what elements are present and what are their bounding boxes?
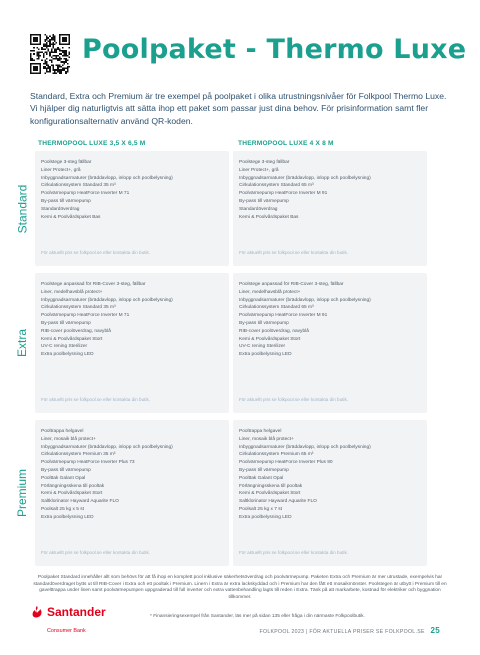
list-item: Extra poolbelysning LED [239, 514, 292, 520]
list-item: Poolvärmepump HeatForce Inverter Plus 73 [41, 460, 135, 466]
list-item: Liner Protect+, grå [239, 167, 279, 173]
list-item: By-pass till värmepump [239, 198, 289, 204]
list-item: Inbyggnadsarmaturer (bräddavlopp, inlopp och poolbelysning) [41, 297, 173, 303]
sponsor-sub: Consumer Bank [47, 628, 86, 634]
list-item: Liner, medelhavsblå protect+ [239, 289, 301, 295]
list-item: Cirkulationssystem Standard 65 m³ [239, 305, 314, 311]
package-card-premium-small [35, 420, 229, 566]
list-item: Cirkulationssystem Standard 35 m³ [41, 305, 116, 311]
list-item: Pooltrappa helgavel [41, 429, 84, 434]
list-item: Standardöverdrag [41, 206, 80, 212]
package-card-premium-large [233, 420, 427, 566]
list-item: By-pass till värmepump [239, 320, 289, 326]
list-item: Poolvärmepump HeatForce Inverter M 71 [41, 191, 130, 197]
list-item: Poolvärmepump HeatForce Inverter Plus 90 [239, 460, 333, 466]
column-header-4x8: THERMOPOOL LUXE 4 X 8 M [238, 140, 334, 147]
list-item: Poolvärmepump HeatForce Inverter M 91 [239, 191, 328, 197]
list-item: Inbyggnadsarmaturer (bräddavlopp, inlopp och poolbelysning) [239, 297, 371, 303]
list-item: Extra poolbelysning LED [41, 352, 94, 358]
list-item: Kemi & Poolvårdspaket Bas [239, 214, 299, 220]
financing-note: * Finansieringsexempel från Santander, läs mer på sidan 135 eller fråga i din närmaste Folkpoolbutik. [150, 614, 365, 619]
list-item: Standardöverdrag [239, 206, 278, 212]
footer-text: FOLKPOOL 2023 | FÖR AKTUELLA PRISER SE FOLKPOOL.SE [259, 629, 425, 635]
list-item: Extra poolbelysning LED [239, 352, 292, 358]
list-item: Liner Protect+, grå [41, 167, 81, 173]
qr-code-icon[interactable] [30, 34, 70, 74]
package-card-extra-large [233, 273, 427, 413]
list-item: Förlängningsskena till pooltak [41, 483, 105, 489]
price-note: För aktuellt pris se folkpool.se eller kontakta din butik. [41, 250, 151, 256]
list-item: Pooltrappa helgavel [239, 429, 282, 434]
list-item: By-pass till värmepump [41, 320, 91, 326]
list-item: Cirkulationssystem Premium 65 m³ [239, 452, 314, 458]
page-footer [260, 626, 440, 635]
list-item: UV-C rening Sterilizer [41, 344, 88, 350]
page-title: Poolpaket - Thermo Luxe [82, 34, 467, 65]
price-note: För aktuellt pris se folkpool.se eller kontakta din butik. [239, 550, 349, 556]
list-item: Poolstege 3-steg fällbar [41, 160, 92, 165]
footnote: Poolpaket Standard innehåller allt som behövs för att få ihop en komplett pool inklusive säkerhetsöverdrag och poolvärmepump. Paketen Extra och Premium är mer utrustade, exempelvis har standardöverdraget bytts ut till RIB-Cover i Extra och ett pooltak i Premium. Linern i Extra är extra lackskyddad och i Premium har den fått ett mosaikmönster. Poolstegen är utbytt i Premium till en gavelttrappa under linen samt poolvärmepumpen uppgraderad till full inverter och extra vattenbehandling lagts till reden i Extra. Tänk på att markarbete, kostnad för elektriker och byggnation tillkommer. [33, 575, 447, 600]
list-item: Poolttak Galant Opal [239, 475, 284, 481]
list-item: By-pass till värmepump [41, 198, 91, 204]
list-item: Liner, medelhavsblå protect+ [41, 289, 103, 295]
list-item: Saltklorinator Hayward Aquarite FLO [41, 499, 119, 505]
list-item: UV-C rening Sterilizer [239, 344, 286, 350]
santander-logo [30, 605, 106, 619]
list-item: Extra poolbelysning LED [41, 514, 94, 520]
list-item: Poolsalt 25 kg x 5 st [41, 506, 84, 512]
list-item: Cirkulationssystem Standard 65 m³ [239, 183, 314, 189]
row-label-premium: Premium [15, 468, 30, 518]
page-number: 25 [430, 626, 440, 635]
list-item: Inbyggnadsarmaturer (bräddavlopp, inlopp och poolbelysning) [41, 444, 173, 450]
price-note: För aktuellt pris se folkpool.se eller kontakta din butik. [239, 397, 349, 403]
list-item: Kemi & Poolvårdspaket Bas [41, 214, 101, 220]
list-item: Kemi & Poolvårdspaket Stort [239, 491, 301, 497]
list-item: Poolvärmepump HeatForce Inverter M 91 [239, 313, 328, 319]
list-item: Cirkulationssystem Premium 35 m³ [41, 452, 116, 458]
list-item: Liner, mosaik blå protect+ [41, 436, 96, 442]
list-item: By-pass till värmepump [41, 467, 91, 473]
list-item: Cirkulationssystem Standard 35 m³ [41, 183, 116, 189]
list-item: Poolttak Galant Opal [41, 475, 86, 481]
package-card-standard-small [35, 151, 229, 266]
column-header-3-5x6-5: THERMOPOOL LUXE 3,5 X 6,5 M [38, 140, 146, 147]
intro-paragraph: Standard, Extra och Premium är tre exempel på poolpaket i olika utrustningsnivåer för Folkpool Thermo Luxe. Vi hjälper dig naturligtvis att sätta ihop ett paket som passar just dina behov. För prisinformation samt fler konfigurationsalternativ använd QR-koden. [30, 91, 447, 126]
list-item: Poolstege anpassad för RIB-Cover 3-steg, fällbar [239, 282, 344, 287]
price-note: För aktuellt pris se folkpool.se eller kontakta din butik. [41, 550, 151, 556]
list-item: Poolstege 3-steg fällbar [239, 160, 290, 165]
list-item: By-pass till värmepump [239, 467, 289, 473]
list-item: Kemi & Poolvårdspaket Stort [239, 336, 301, 342]
list-item: RIB-cover poolöverdrag, navyblå [41, 328, 111, 334]
list-item: RIB-cover poolöverdrag, navyblå [239, 328, 309, 334]
package-card-extra-small [35, 273, 229, 413]
price-note: För aktuellt pris se folkpool.se eller kontakta din butik. [41, 397, 151, 403]
price-note: För aktuellt pris se folkpool.se eller kontakta din butik. [239, 250, 349, 256]
list-item: Kemi & Poolvårdspaket Stort [41, 336, 103, 342]
list-item: Inbyggnadsarmaturer (bräddavlopp, inlopp och poolbelysning) [239, 175, 371, 181]
list-item: Liner, mosaik blå protect+ [239, 436, 294, 442]
list-item: Poolsalt 25 kg x 7 st [239, 506, 282, 512]
list-item: Saltklorinator Hayward Aquarite FLO [239, 499, 317, 505]
list-item: Kemi & Poolvårdspaket Stort [41, 491, 103, 497]
row-label-standard: Standard [15, 184, 30, 233]
list-item: Poolvärmepump HeatForce Inverter M 71 [41, 313, 130, 319]
santander-flame-icon [30, 605, 44, 619]
list-item: Inbyggnadsarmaturer (bräddavlopp, inlopp och poolbelysning) [239, 444, 371, 450]
list-item: Inbyggnadsarmaturer (bräddavlopp, inlopp och poolbelysning) [41, 175, 173, 181]
list-item: Förlängningsskena till pooltak [239, 483, 303, 489]
row-label-extra: Extra [15, 328, 30, 358]
sponsor-name: Santander [47, 605, 106, 619]
list-item: Poolstege anpassad för RIB-Cover 3-steg, fällbar [41, 282, 146, 287]
package-card-standard-large [233, 151, 427, 266]
